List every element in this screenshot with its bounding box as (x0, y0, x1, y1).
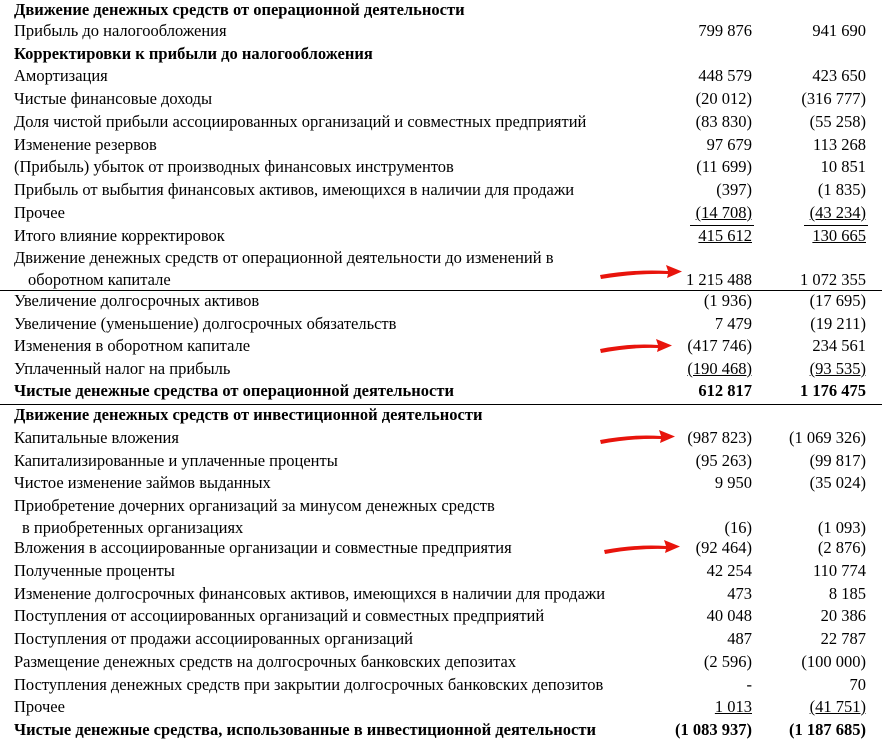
row-label: Прибыль от выбытия финансовых активов, имеющихся в наличии для продажи (14, 180, 575, 199)
value-prior-year: 1 176 475 (800, 381, 866, 400)
value-prior-year: (55 258) (809, 112, 866, 131)
value-current-year: 7 479 (714, 314, 752, 333)
value-current-year: (95 263) (695, 451, 752, 470)
row-label: Полученные проценты (14, 561, 175, 580)
row-label: Корректировки к прибыли до налогообложения (14, 44, 373, 63)
value-current-year: 448 579 (698, 66, 752, 85)
value-prior-year: (1 835) (817, 180, 866, 199)
row-label: Поступления от ассоциированных организаций и совместных предприятий (14, 606, 545, 625)
value-prior-year: (41 751) (809, 697, 866, 716)
row-label: Изменение резервов (14, 135, 157, 154)
value-current-year: (417 746) (687, 336, 752, 355)
value-prior-year: 941 690 (812, 21, 866, 40)
row-label: Изменения в оборотном капитале (14, 336, 251, 355)
value-current-year: 612 817 (698, 381, 752, 400)
value-prior-year: (35 024) (809, 473, 866, 492)
value-current-year: 799 876 (698, 21, 752, 40)
value-prior-year: 234 561 (812, 336, 866, 355)
value-current-year: (397) (716, 180, 752, 199)
row-label: Чистые денежные средства от операционной деятельности (14, 381, 454, 400)
row-label: Размещение денежных средств на долгосрочных банковских депозитах (14, 652, 517, 671)
value-prior-year: (99 817) (809, 451, 866, 470)
value-current-year: 42 254 (706, 561, 752, 580)
value-current-year: (1 936) (703, 291, 752, 310)
row-label: Увеличение долгосрочных активов (14, 291, 260, 310)
row-label: Прочее (14, 203, 65, 222)
value-current-year: 473 (727, 584, 752, 603)
row-label: Капитальные вложения (14, 428, 179, 447)
row-label: Капитализированные и уплаченные проценты (14, 451, 338, 470)
row-label: Поступления от продажи ассоциированных организаций (14, 629, 414, 648)
row-label: Итого влияние корректировок (14, 226, 225, 245)
red-arrow-icon (598, 425, 698, 449)
value-current-year: 40 048 (706, 606, 752, 625)
value-current-year: 1 215 488 (686, 270, 752, 289)
value-current-year: - (746, 675, 752, 694)
value-prior-year: 22 787 (820, 629, 866, 648)
value-current-year: (190 468) (687, 359, 752, 378)
value-current-year: 487 (727, 629, 752, 648)
row-label: Уплаченный налог на прибыль (14, 359, 231, 378)
value-prior-year: 130 665 (812, 226, 866, 245)
row-label: Движение денежных средств от операционной деятельности до изменений в (14, 248, 554, 267)
row-label: Прочее (14, 697, 65, 716)
value-prior-year: (316 777) (801, 89, 866, 108)
row-label: Изменение долгосрочных финансовых активов, имеющихся в наличии для продажи (14, 584, 606, 603)
row-label: Движение денежных средств от инвестиционной деятельности (14, 405, 483, 424)
value-current-year: (987 823) (687, 428, 752, 447)
value-prior-year: 8 185 (828, 584, 866, 603)
row-label: Доля чистой прибыли ассоциированных организаций и совместных предприятий (14, 112, 587, 131)
value-prior-year: 423 650 (812, 66, 866, 85)
value-current-year: (1 083 937) (675, 720, 752, 739)
red-arrow-icon (598, 260, 698, 284)
row-label: Вложения в ассоциированные организации и совместные предприятия (14, 538, 512, 557)
value-prior-year: 10 851 (820, 157, 866, 176)
value-prior-year: 20 386 (820, 606, 866, 625)
row-label: Чистые финансовые доходы (14, 89, 213, 108)
value-current-year: 97 679 (706, 135, 752, 154)
value-prior-year: 70 (849, 675, 866, 694)
row-label: Поступления денежных средств при закрытии долгосрочных банковских депозитов (14, 675, 604, 694)
value-prior-year: (1 093) (817, 518, 866, 537)
row-label: Прибыль до налогообложения (14, 21, 227, 40)
row-label: (Прибыль) убыток от производных финансовых инструментов (14, 157, 454, 176)
row-label: Чистые денежные средства, использованные в инвестиционной деятельности (14, 720, 596, 739)
value-prior-year: 1 072 355 (800, 270, 866, 289)
value-prior-year: 113 268 (812, 135, 866, 154)
value-current-year: (20 012) (695, 89, 752, 108)
value-current-year: (14 708) (695, 203, 752, 222)
value-current-year: (2 596) (703, 652, 752, 671)
row-label: Движение денежных средств от операционной деятельности (14, 0, 465, 19)
value-prior-year: (1 187 685) (789, 720, 866, 739)
row-label: Приобретение дочерних организаций за минусом денежных средств (14, 496, 495, 515)
value-prior-year: (17 695) (809, 291, 866, 310)
row-label: Амортизация (14, 66, 108, 85)
value-prior-year: (100 000) (801, 652, 866, 671)
red-arrow-icon (598, 334, 698, 358)
value-current-year: 415 612 (698, 226, 752, 245)
row-label: Чистое изменение займов выданных (14, 473, 271, 492)
value-current-year: (92 464) (695, 538, 752, 557)
section-divider-working-capital (0, 290, 882, 291)
value-prior-year: (43 234) (809, 203, 866, 222)
value-prior-year: 110 774 (812, 561, 866, 580)
value-current-year: (16) (724, 518, 752, 537)
value-prior-year: (2 876) (817, 538, 866, 557)
row-label: Увеличение (уменьшение) долгосрочных обязательств (14, 314, 397, 333)
value-current-year: 9 950 (714, 473, 752, 492)
row-label-continued: оборотном капитале (28, 270, 171, 289)
value-current-year: (83 830) (695, 112, 752, 131)
red-arrow-icon (602, 535, 702, 559)
value-current-year: (11 699) (696, 157, 752, 176)
section-divider-investing (0, 404, 882, 405)
value-current-year: 1 013 (714, 697, 752, 716)
row-label-continued: в приобретенных организациях (22, 518, 244, 537)
value-prior-year: (19 211) (810, 314, 866, 333)
value-prior-year: (93 535) (809, 359, 866, 378)
value-prior-year: (1 069 326) (789, 428, 866, 447)
